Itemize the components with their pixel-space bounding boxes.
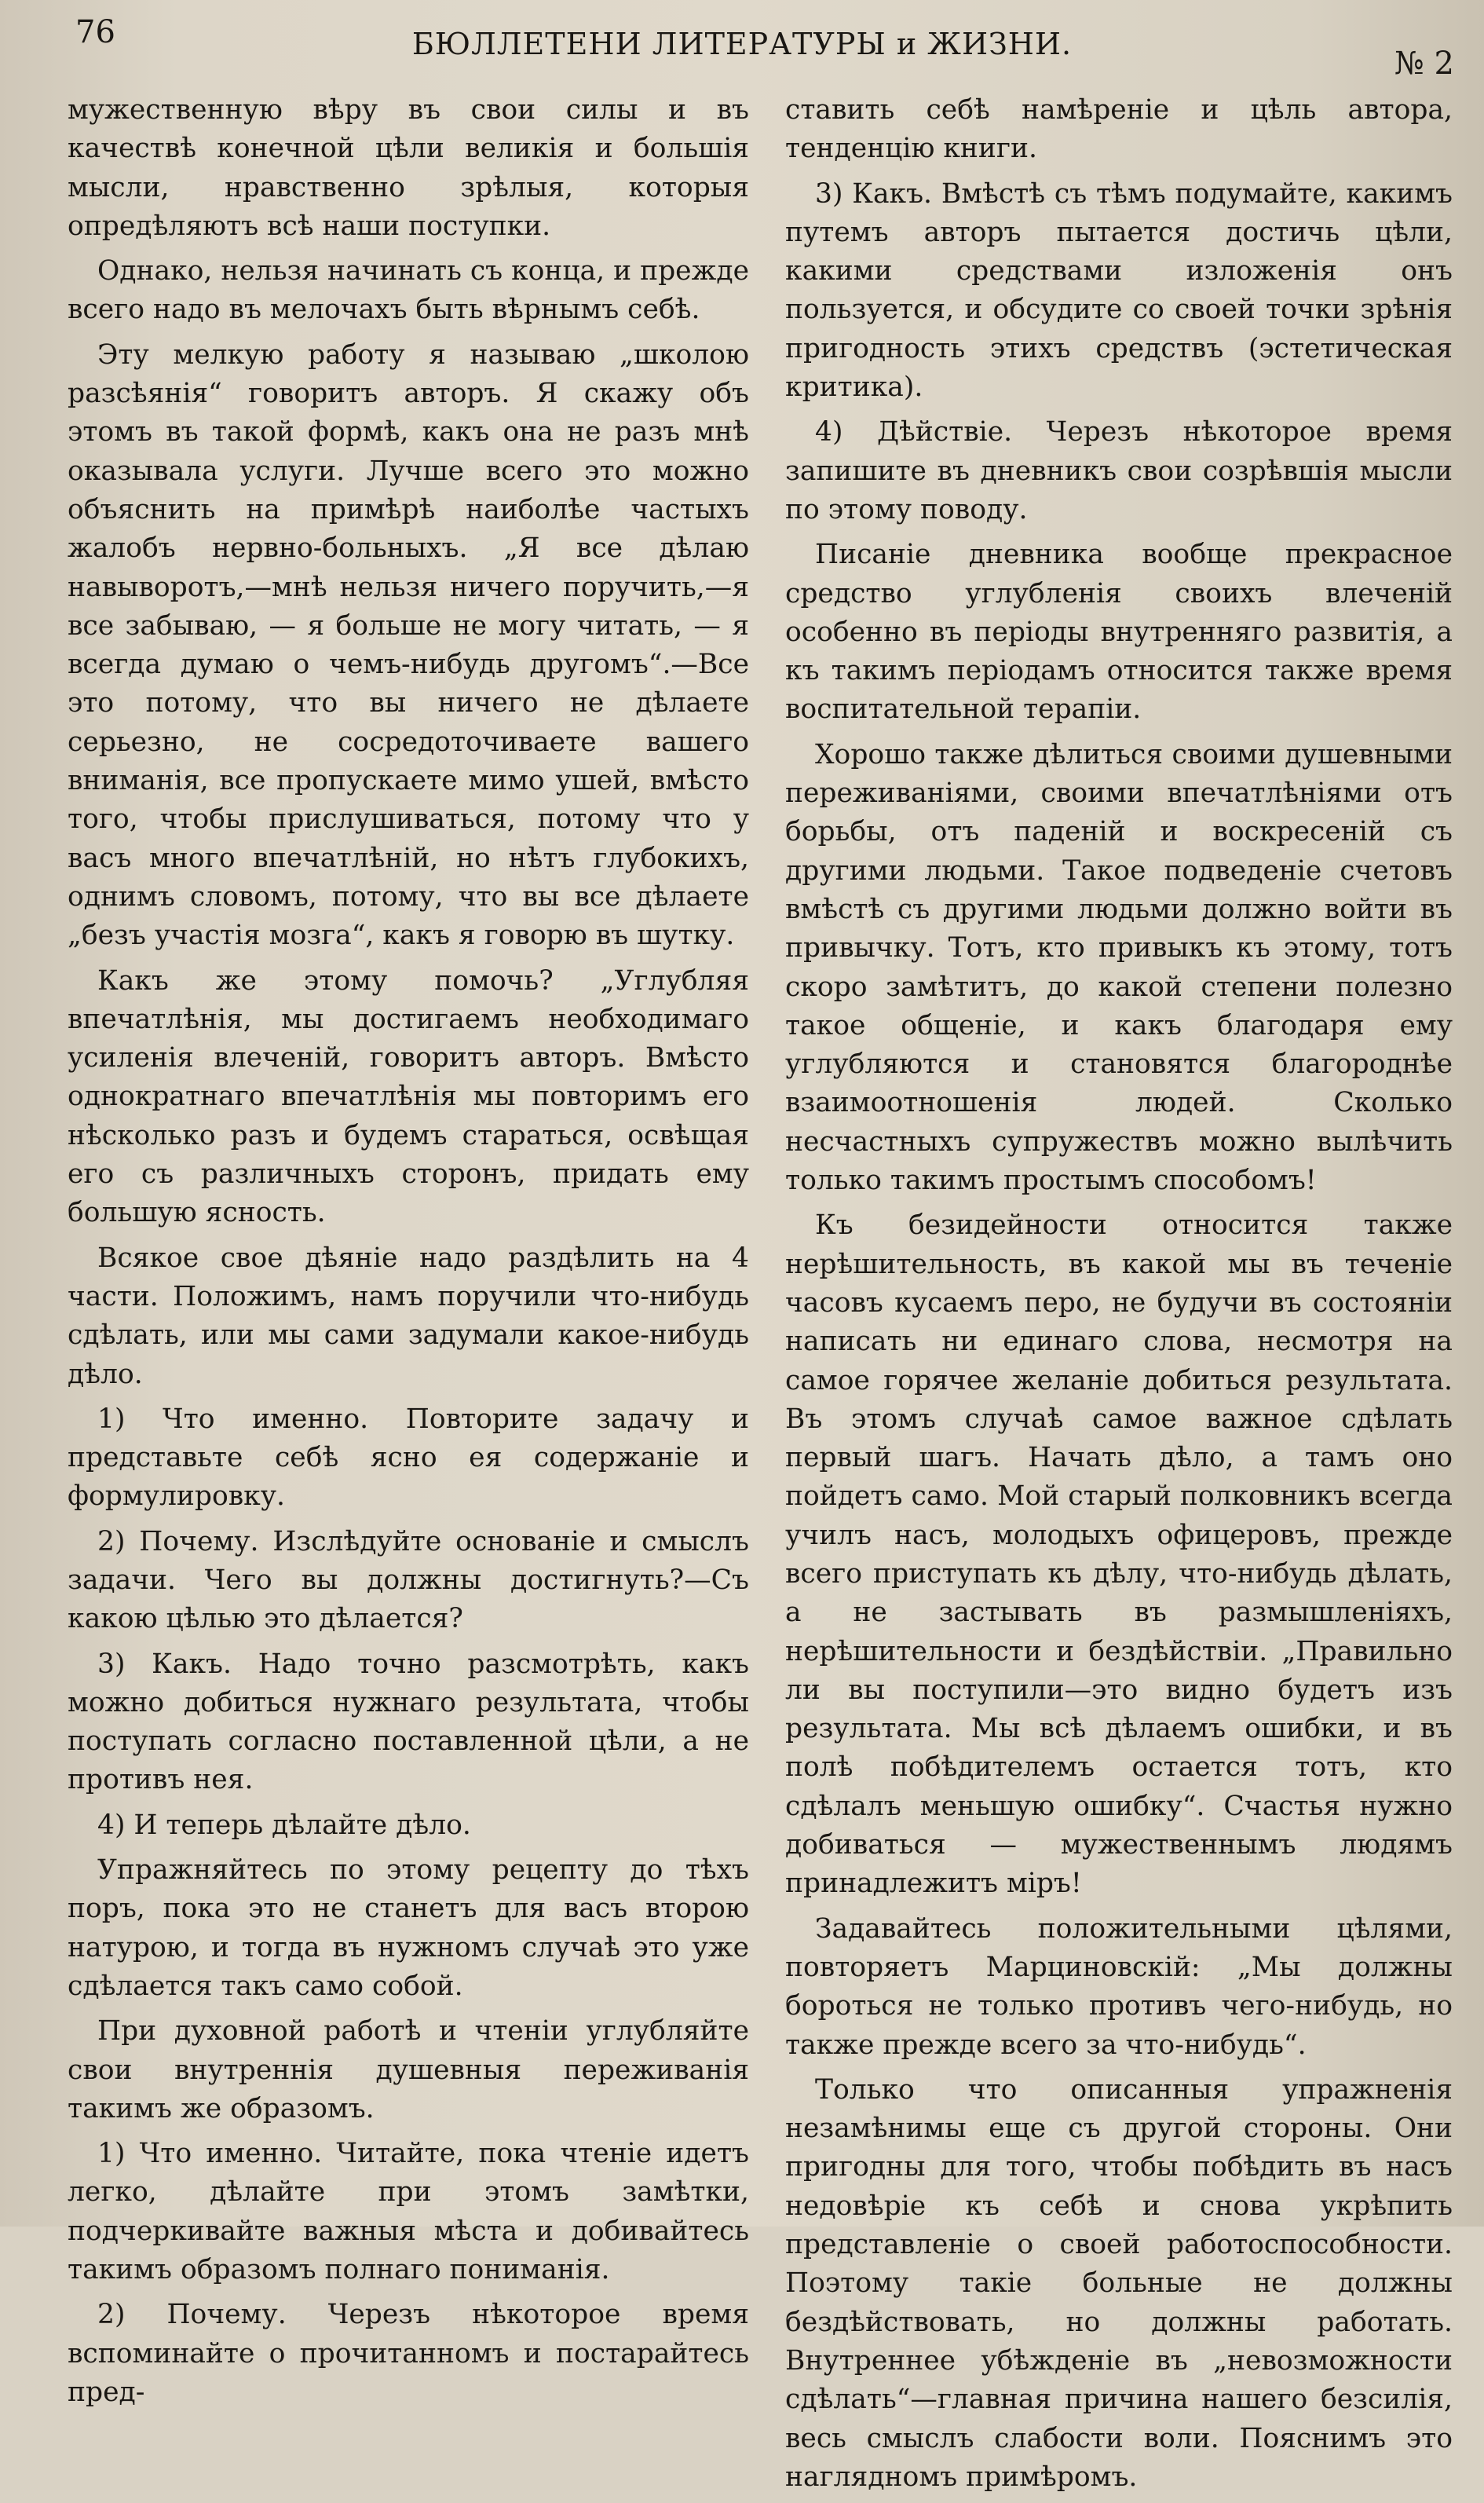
- paragraph: Задавайтесь положительными цѣлями, повторяетъ Марциновскій: „Мы должны бороться не только противъ чего-нибудь, но также прежде всего за что-нибудь“.: [785, 1912, 1453, 2061]
- paragraph: Какъ же этому помочь? „Углубляя впечатлѣнія, мы достигаемъ необходимаго усиленія влеченій, говоритъ авторъ. Вмѣсто однократнаго впечатлѣнія мы повторимъ его нѣсколько разъ и будемъ стараться, освѣщая его съ различныхъ сторонъ, придать ему большую ясность.: [68, 964, 749, 1229]
- issue-number: № 2: [1394, 46, 1454, 82]
- paragraph: Къ безидейности относится также нерѣшительность, въ какой мы въ теченіе часовъ кусаемъ перо, не будучи въ состояніи написать ни единаго слова, несмотря на самое горячее желаніе добиться результата. Въ этомъ случаѣ самое важное сдѣлать первый шагъ. Начать дѣло, а тамъ оно пойдетъ само. Мой старый полковникъ всегда училъ насъ, молодыхъ офицеровъ, прежде всего приступать къ дѣлу, что-нибудь дѣлать, а не застывать въ размышленіяхъ, нерѣшительности и бездѣйствіи. „Правильно ли вы поступили—это видно будетъ изъ результата. Мы всѣ дѣлаемъ ошибки, и въ полѣ побѣдителемъ остается тотъ, кто сдѣлалъ меньшую ошибку“. Счастья нужно добиваться — мужественнымъ людямъ принадлежитъ міръ!: [785, 1209, 1453, 1900]
- paragraph: 1) Что именно. Повторите задачу и представьте себѣ ясно ея содержаніе и формулировку.: [68, 1403, 749, 1513]
- paragraph: 2) Почему. Изслѣдуйте основаніе и смыслъ задачи. Чего вы должны достигнуть?—Съ какою цѣлью это дѣлается?: [68, 1525, 749, 1635]
- page-header: [0, 0, 1484, 86]
- paragraph: 3) Какъ. Надо точно разсмотрѣть, какъ можно добиться нужнаго результата, чтобы поступать согласно поставленной цѣли, а не противъ нея.: [68, 1648, 749, 1796]
- running-title: БЮЛЛЕТЕНИ ЛИТЕРАТУРЫ и ЖИЗНИ.: [411, 27, 1073, 61]
- right-column: [785, 91, 1453, 2503]
- page-number: 76: [75, 14, 115, 50]
- paragraph: ставить себѣ намѣреніе и цѣль автора, тенденцію книги.: [785, 94, 1453, 165]
- paragraph: 2) Почему. Черезъ нѣкоторое время вспоминайте о прочитанномъ и постарайтесь пред-: [68, 2299, 749, 2408]
- paragraph: Писаніе дневника вообще прекрасное средство углубленія своихъ влеченій особенно въ періоды внутренняго развитія, а къ такимъ періодамъ относится также время воспитательной терапіи.: [785, 539, 1453, 726]
- paragraph: 1) Что именно. Читайте, пока чтеніе идетъ легко, дѣлайте при этомъ замѣтки, подчеркивайте важныя мѣста и добивайтесь такимъ образомъ полнаго пониманія.: [68, 2138, 749, 2286]
- left-column: [68, 91, 749, 2418]
- paragraph: 3) Какъ. Вмѣстѣ съ тѣмъ подумайте, какимъ путемъ авторъ пытается достичь цѣли, какими средствами изложенія онъ пользуется, и обсудите со своей точки зрѣнія пригодность этихъ средствъ (эстетическая критика).: [785, 177, 1453, 404]
- paragraph: При духовной работѣ и чтеніи углубляйте свои внутреннія душевныя переживанія такимъ же образомъ.: [68, 2015, 749, 2124]
- paragraph: 4) Дѣйствіе. Черезъ нѣкоторое время запишите въ дневникъ свои созрѣвшія мысли по этому поводу.: [785, 416, 1453, 525]
- paragraph: Упражняйтесь по этому рецепту до тѣхъ поръ, пока это не станетъ для васъ второю натурою, и тогда въ нужномъ случаѣ это уже сдѣлается такъ само собой.: [68, 1854, 749, 2002]
- paragraph: Всякое свое дѣяніе надо раздѣлить на 4 части. Положимъ, намъ поручили что-нибудь сдѣлать, или мы сами задумали какое-нибудь дѣло.: [68, 1242, 749, 1390]
- paragraph: Эту мелкую работу я называю „школою разсѣянія“ говоритъ авторъ. Я скажу объ этомъ въ такой формѣ, какъ она не разъ мнѣ оказывала услуги. Лучше всего это можно объяснить на примѣрѣ наиболѣе частыхъ жалобъ нервно-больныхъ. „Я все дѣлаю навыворотъ,—мнѣ нельзя ничего поручить,—я все забываю, — я больше не могу читать, — я всегда думаю о чемъ-нибудь другомъ“.—Все это потому, что вы ничего не дѣлаете серьезно, не сосредоточиваете вашего вниманія, все пропускаете мимо ушей, вмѣсто того, чтобы прислушиваться, потому что у васъ много впечатлѣній, но нѣтъ глубокихъ, однимъ словомъ, потому, что вы все дѣлаете „безъ участія мозга“, какъ я говорю въ шутку.: [68, 338, 749, 952]
- paragraph: 4) И теперь дѣлайте дѣло.: [97, 1809, 471, 1841]
- paragraph: Только что описанныя упражненія незамѣнимы еще съ другой стороны. Они пригодны для того, чтобы побѣдить въ насъ недовѣріе къ себѣ и снова укрѣпить представленіе о своей работоспособности. Поэтому такіе больные не должны бездѣйствовать, но должны работать. Внутреннее убѣжденіе въ „невозможности сдѣлать“—главная причина нашего безсилія, весь смыслъ слабости воли. Пояснимъ это наглядномъ примѣромъ.: [785, 2073, 1453, 2493]
- paragraph: Хорошо также дѣлиться своими душевными переживаніями, своими впечатлѣніями отъ борьбы, отъ паденій и воскресеній съ другими людьми. Такое подведеніе счетовъ вмѣстѣ съ другими людьми должно войти въ привычку. Тотъ, кто привыкъ къ этому, тотъ скоро замѣтитъ, до какой степени полезно такое общеніе, и какъ благодаря ему углубляются и становятся благороднѣе взаимоотношенія людей. Сколько несчастныхъ супружествъ можно вылѣчить только такимъ простымъ способомъ!: [785, 738, 1453, 1197]
- paragraph: мужественную вѣру въ свои силы и въ качествѣ конечной цѣли великія и большія мысли, нравственно зрѣлыя, которыя опредѣляютъ всѣ наши поступки.: [68, 94, 749, 242]
- paragraph: Однако, нельзя начинать съ конца, и прежде всего надо въ мелочахъ быть вѣрнымъ себѣ.: [68, 255, 749, 326]
